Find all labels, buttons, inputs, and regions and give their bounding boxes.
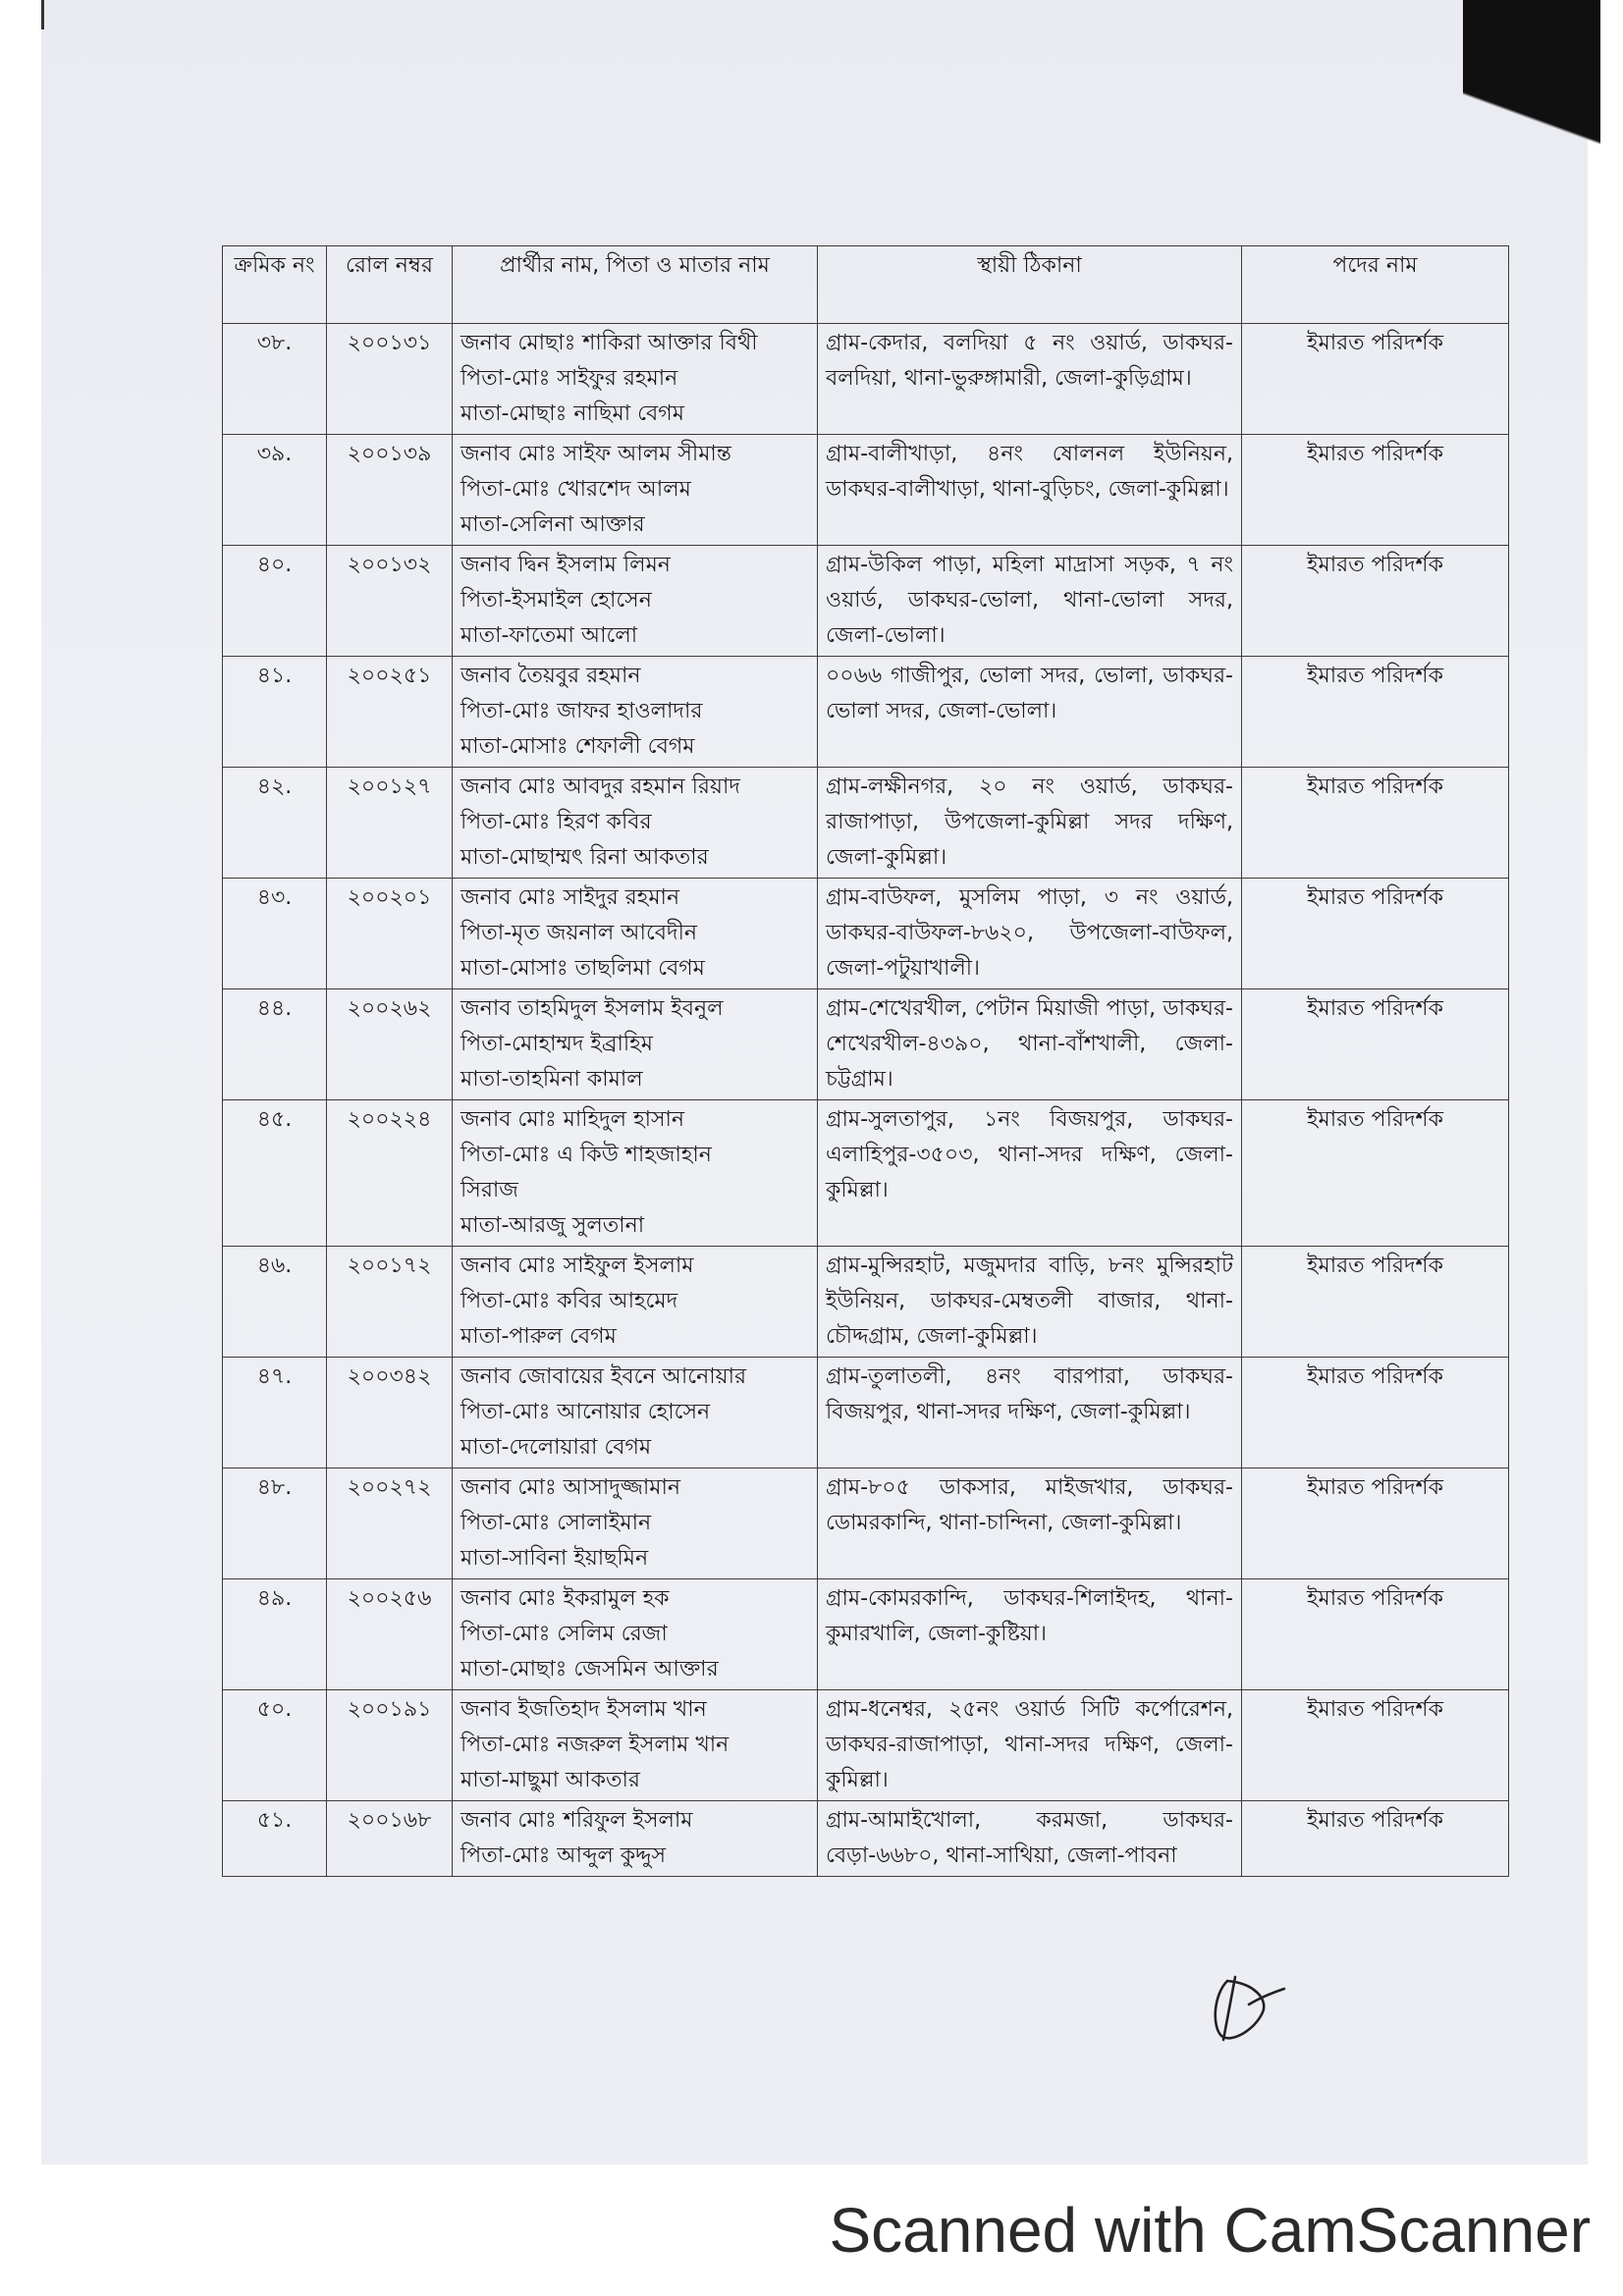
table-row [223, 324, 1509, 435]
header-serial: ক্রমিক নং [223, 246, 327, 324]
name-line: মাতা-সেলিনা আক্তার [460, 512, 645, 537]
name-cell [453, 879, 818, 989]
name-line: পিতা-মোঃ সোলাইমান [460, 1511, 652, 1535]
address-cell: গ্রাম-কোমরকান্দি, ডাকঘর-শিলাইদহ, থানা-কুমারখালি, জেলা-কুষ্টিয়া। [818, 1579, 1242, 1690]
roll-cell: ২০০২২৪ [327, 1100, 453, 1247]
name-line: মাতা-তাহমিনা কামাল [460, 1067, 643, 1092]
name-line: পিতা-ইসমাইল হোসেন [460, 588, 652, 613]
name-line: জনাব মোঃ মাহিদুল হাসান [460, 1107, 685, 1132]
name-line: মাতা-আরজু সুলতানা [460, 1213, 645, 1238]
roll-cell: ২০০১৩১ [327, 324, 453, 435]
post-cell: ইমারত পরিদর্শক [1242, 1468, 1509, 1579]
table-row [223, 1690, 1509, 1801]
name-cell [453, 1468, 818, 1579]
header-roll: রোল নম্বর [327, 246, 453, 324]
name-line: মাতা-দেলোয়ারা বেগম [460, 1435, 652, 1460]
header-post: পদের নাম [1242, 246, 1509, 324]
serial-cell: ৪২. [223, 768, 327, 879]
signature-mark [1206, 1975, 1286, 2044]
name-cell [453, 1358, 818, 1468]
name-cell [453, 768, 818, 879]
table-row [223, 1100, 1509, 1247]
name-line: পিতা-মোঃ সেলিম রেজা [460, 1622, 668, 1646]
serial-cell: ৪৩. [223, 879, 327, 989]
table-row [223, 1358, 1509, 1468]
address-cell: গ্রাম-আমাইখোলা, করমজা, ডাকঘর-বেড়া-৬৬৮০, থানা-সাথিয়া, জেলা-পাবনা [818, 1801, 1242, 1877]
name-line: জনাব মোঃ শরিফুল ইসলাম [460, 1808, 693, 1833]
name-line: পিতা-মৃত জয়নাল আবেদীন [460, 921, 698, 945]
address-cell: গ্রাম-৮০৫ ডাকসার, মাইজখার, ডাকঘর-ডোমরকান্দি, থানা-চান্দিনা, জেলা-কুমিল্লা। [818, 1468, 1242, 1579]
address-cell: গ্রাম-উকিল পাড়া, মহিলা মাদ্রাসা সড়ক, ৭ নং ওয়ার্ড, ডাকঘর-ভোলা, থানা-ভোলা সদর, জেলা-ভোলা। [818, 546, 1242, 657]
name-line: মাতা-মোসাঃ শেফালী বেগম [460, 734, 695, 759]
address-cell: গ্রাম-শেখেরখীল, পেটান মিয়াজী পাড়া, ডাকঘর-শেখেরখীল-৪৩৯০, থানা-বাঁশখালী, জেলা-চট্টগ্রাম। [818, 989, 1242, 1100]
serial-cell: ৩৮. [223, 324, 327, 435]
table-row [223, 546, 1509, 657]
roll-cell: ২০০১২৭ [327, 768, 453, 879]
address-cell: ০০৬৬ গাজীপুর, ভোলা সদর, ভোলা, ডাকঘর-ভোলা সদর, জেলা-ভোলা। [818, 657, 1242, 768]
post-cell: ইমারত পরিদর্শক [1242, 435, 1509, 546]
post-cell: ইমারত পরিদর্শক [1242, 1579, 1509, 1690]
name-line: মাতা-মোছাঃ নাছিমা বেগম [460, 401, 684, 426]
table-row [223, 989, 1509, 1100]
name-line: মাতা-ফাতেমা আলো [460, 623, 638, 648]
post-cell: ইমারত পরিদর্শক [1242, 1690, 1509, 1801]
name-line: পিতা-মোঃ এ কিউ শাহজাহান [460, 1143, 712, 1167]
roll-cell: ২০০২৭২ [327, 1468, 453, 1579]
name-cell [453, 1690, 818, 1801]
name-line: মাতা-মোসাঃ তাছলিমা বেগম [460, 956, 705, 981]
name-cell [453, 546, 818, 657]
roll-cell: ২০০১৩৯ [327, 435, 453, 546]
post-cell: ইমারত পরিদর্শক [1242, 989, 1509, 1100]
roll-cell: ২০০২৫৬ [327, 1579, 453, 1690]
address-cell: গ্রাম-সুলতাপুর, ১নং বিজয়পুর, ডাকঘর-এলাহিপুর-৩৫০৩, থানা-সদর দক্ষিণ, জেলা-কুমিল্লা। [818, 1100, 1242, 1247]
serial-cell: ৪৭. [223, 1358, 327, 1468]
table-row [223, 1468, 1509, 1579]
post-cell: ইমারত পরিদর্শক [1242, 1100, 1509, 1247]
serial-cell: ৫০. [223, 1690, 327, 1801]
name-line: পিতা-মোঃ খোরশেদ আলম [460, 477, 691, 502]
address-cell: গ্রাম-ধনেশ্বর, ২৫নং ওয়ার্ড সিটি কর্পোরেশন, ডাকঘর-রাজাপাড়া, থানা-সদর দক্ষিণ, জেলা-কুমিল্লা। [818, 1690, 1242, 1801]
table-row [223, 1579, 1509, 1690]
scan-corner-shadow [1463, 0, 1600, 265]
serial-cell: ৪৮. [223, 1468, 327, 1579]
roll-cell: ২০০২৬২ [327, 989, 453, 1100]
post-cell: ইমারত পরিদর্শক [1242, 1358, 1509, 1468]
serial-cell: ৪৪. [223, 989, 327, 1100]
name-line: জনাব মোছাঃ শাকিরা আক্তার বিথী [460, 331, 758, 355]
address-cell: গ্রাম-লক্ষীনগর, ২০ নং ওয়ার্ড, ডাকঘর-রাজাপাড়া, উপজেলা-কুমিল্লা সদর দক্ষিণ, জেলা-কুমিল্লা। [818, 768, 1242, 879]
serial-cell: ৫১. [223, 1801, 327, 1877]
table-row [223, 657, 1509, 768]
address-cell: গ্রাম-কেদার, বলদিয়া ৫ নং ওয়ার্ড, ডাকঘর-বলদিয়া, থানা-ভুরুঙ্গামারী, জেলা-কুড়িগ্রাম। [818, 324, 1242, 435]
name-line: সিরাজ [460, 1178, 518, 1202]
name-cell [453, 1579, 818, 1690]
post-cell: ইমারত পরিদর্শক [1242, 657, 1509, 768]
name-line: জনাব মোঃ আবদুর রহমান রিয়াদ [460, 774, 740, 799]
name-line: পিতা-মোঃ আব্দুল কুদ্দুস [460, 1843, 666, 1868]
name-line: পিতা-মোঃ কবির আহমেদ [460, 1289, 678, 1313]
header-address: স্থায়ী ঠিকানা [818, 246, 1242, 324]
name-line: জনাব মোঃ সাইদুর রহমান [460, 885, 680, 910]
name-line: মাতা-সাবিনা ইয়াছমিন [460, 1546, 649, 1571]
name-cell [453, 435, 818, 546]
name-line: মাতা-পারুল বেগম [460, 1324, 617, 1349]
name-line: জনাব দ্বিন ইসলাম লিমন [460, 553, 671, 577]
serial-cell: ৪৯. [223, 1579, 327, 1690]
post-cell: ইমারত পরিদর্শক [1242, 1801, 1509, 1877]
name-line: মাতা-মাছুমা আকতার [460, 1768, 640, 1792]
roll-cell: ২০০১৯১ [327, 1690, 453, 1801]
serial-cell: ৩৯. [223, 435, 327, 546]
name-line: জনাব মোঃ ইকরামুল হক [460, 1586, 670, 1611]
name-line: জনাব ইজতিহাদ ইসলাম খান [460, 1697, 707, 1722]
table-row [223, 768, 1509, 879]
name-line: পিতা-মোহাম্মদ ইব্রাহিম [460, 1032, 653, 1056]
name-line: জনাব মোঃ সাইফ আলম সীমান্ত [460, 442, 731, 466]
header-name: প্রার্থীর নাম, পিতা ও মাতার নাম [453, 246, 818, 324]
name-line: জনাব জোবায়ের ইবনে আনোয়ার [460, 1364, 747, 1389]
name-cell [453, 989, 818, 1100]
post-cell: ইমারত পরিদর্শক [1242, 1247, 1509, 1358]
table-row [223, 879, 1509, 989]
name-line: মাতা-মোছাঃ জেসমিন আক্তার [460, 1657, 719, 1682]
name-line: পিতা-মোঃ নজরুল ইসলাম খান [460, 1733, 730, 1757]
name-line: পিতা-মোঃ জাফর হাওলাদার [460, 699, 703, 723]
roll-cell: ২০০২৫১ [327, 657, 453, 768]
roll-cell: ২০০১৭২ [327, 1247, 453, 1358]
post-cell: ইমারত পরিদর্শক [1242, 879, 1509, 989]
post-cell: ইমারত পরিদর্শক [1242, 768, 1509, 879]
roll-cell: ২০০১৩২ [327, 546, 453, 657]
roll-cell: ২০০১৬৮ [327, 1801, 453, 1877]
name-line: জনাব তাহমিদুল ইসলাম ইবনুল [460, 996, 724, 1021]
roll-cell: ২০০২০১ [327, 879, 453, 989]
scanner-watermark: Scanned with CamScanner [829, 2195, 1591, 2266]
address-cell: গ্রাম-বালীখাড়া, ৪নং ষোলনল ইউনিয়ন, ডাকঘর-বালীখাড়া, থানা-বুড়িচং, জেলা-কুমিল্লা। [818, 435, 1242, 546]
post-cell: ইমারত পরিদর্শক [1242, 546, 1509, 657]
address-cell: গ্রাম-বাউফল, মুসলিম পাড়া, ৩ নং ওয়ার্ড, ডাকঘর-বাউফল-৮৬২০, উপজেলা-বাউফল, জেলা-পটুয়াখালী। [818, 879, 1242, 989]
serial-cell: ৪১. [223, 657, 327, 768]
name-cell [453, 1801, 818, 1877]
serial-cell: ৪০. [223, 546, 327, 657]
serial-cell: ৪৫. [223, 1100, 327, 1247]
roll-cell: ২০০৩৪২ [327, 1358, 453, 1468]
name-line: মাতা-মোছাম্মৎ রিনা আকতার [460, 845, 709, 870]
name-line: পিতা-মোঃ হিরণ কবির [460, 810, 652, 834]
table-body [223, 324, 1509, 1877]
table-row [223, 1801, 1509, 1877]
post-cell: ইমারত পরিদর্শক [1242, 324, 1509, 435]
address-cell: গ্রাম-তুলাতলী, ৪নং বারপারা, ডাকঘর-বিজয়পুর, থানা-সদর দক্ষিণ, জেলা-কুমিল্লা। [818, 1358, 1242, 1468]
serial-cell: ৪৬. [223, 1247, 327, 1358]
address-cell: গ্রাম-মুন্সিরহাট, মজুমদার বাড়ি, ৮নং মুন্সিরহাট ইউনিয়ন, ডাকঘর-মেম্বতলী বাজার, থানা-চৌদ্দগ্রাম, জেলা-কুমিল্লা। [818, 1247, 1242, 1358]
candidate-table [222, 245, 1509, 1877]
page-edge [41, 0, 44, 29]
name-cell [453, 324, 818, 435]
name-cell [453, 1247, 818, 1358]
name-cell [453, 1100, 818, 1247]
name-line: জনাব মোঃ সাইফুল ইসলাম [460, 1254, 694, 1278]
name-line: জনাব মোঃ আসাদুজ্জামান [460, 1475, 681, 1500]
name-line: জনাব তৈয়বুর রহমান [460, 664, 641, 688]
table-row [223, 1247, 1509, 1358]
table-header-row [223, 246, 1509, 324]
name-cell [453, 657, 818, 768]
name-line: পিতা-মোঃ আনোয়ার হোসেন [460, 1400, 711, 1424]
table-row [223, 435, 1509, 546]
name-line: পিতা-মোঃ সাইফুর রহমান [460, 366, 678, 391]
